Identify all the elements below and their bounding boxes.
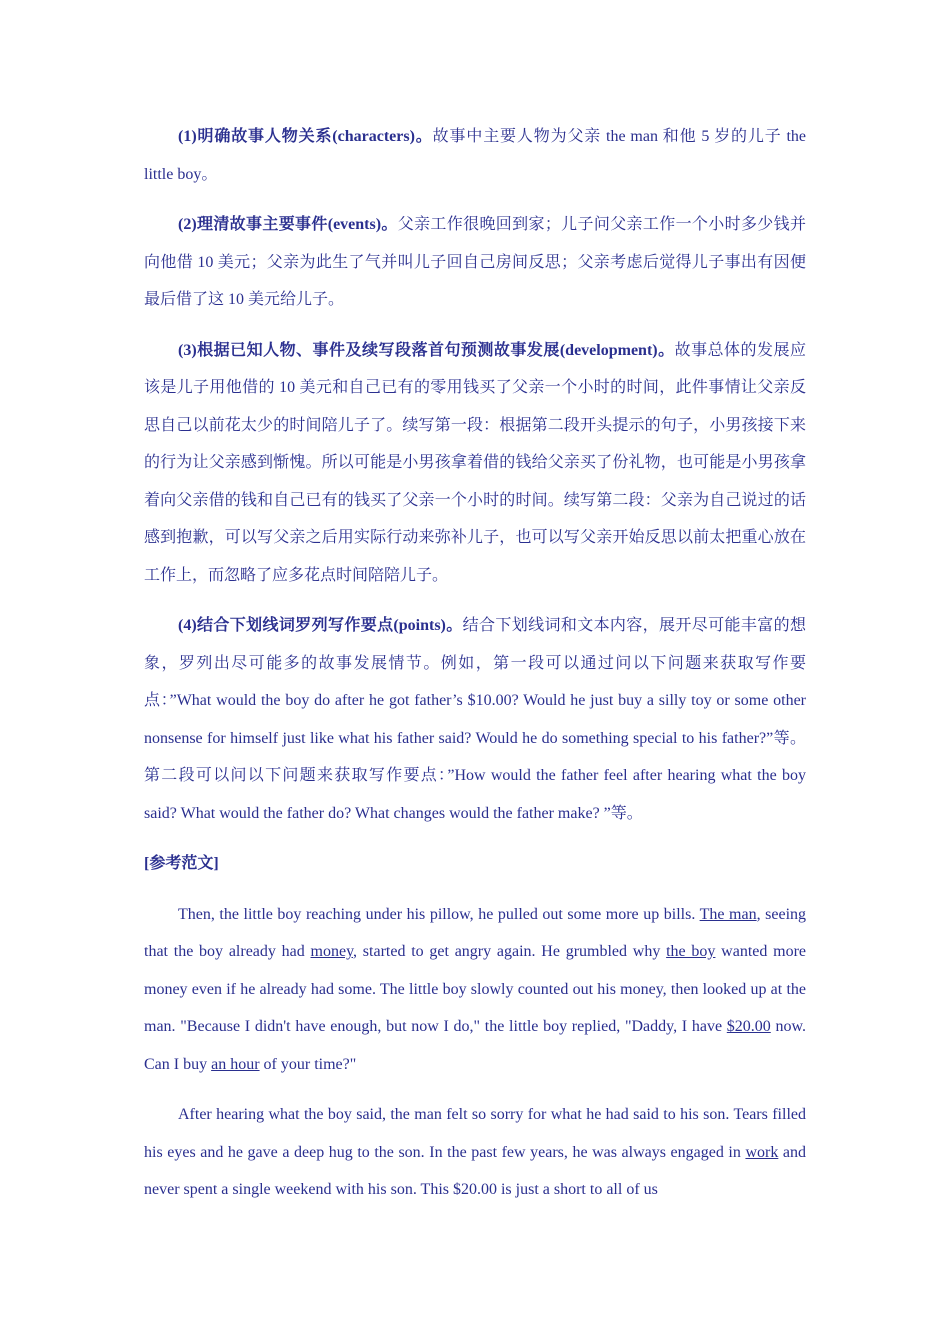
- underlined-word: the boy: [666, 943, 716, 960]
- point-3: [144, 332, 806, 595]
- point-3-text: 故事总体的发展应该是儿子用他借的 10 美元和自己已有的零用钱买了父亲一个小时的时间，此件事情让父亲反思自己以前花太少的时间陪儿子了。续写第一段：根据第二段开头提示的句子，小男孩接下来的行为让父亲感到惭愧。所以可能是小男孩拿着借的钱给父亲买了份礼物，也可能是小男孩拿着向父亲借的钱和自己已有的钱买了父亲一个小时的时间。续写第二段：父亲为自己说过的话感到抱歉，可以写父亲之后用实际行动来弥补儿子，也可以写父亲开始反思以前太把重心放在工作上，而忽略了应多花点时间陪陪儿子。: [144, 341, 806, 584]
- document-page: [144, 118, 806, 1222]
- sample-heading: [参考范文]: [144, 855, 219, 872]
- underlined-word: The man: [699, 905, 757, 923]
- sample-paragraph-1: Then, the little boy reaching under his pillow, he pulled out some more up bills. The man, seeing that the boy already had money, started to get angry again. He grumbled why the boy wanted more money even if he already had some. The little boy slowly counted out his money, then looked up at the man. "Because I didn't have enough, but now I do," the little boy replied, "Daddy, I have $20.00 now. Can I buy an hour of your time?": [144, 905, 807, 1073]
- point-4-heading: (4)结合下划线词罗列写作要点(points)。: [178, 617, 463, 634]
- underlined-word: an hour: [211, 1055, 260, 1073]
- point-3-heading: (3)根据已知人物、事件及续写段落首句预测故事发展(development)。: [178, 341, 675, 359]
- point-2-text: 父亲工作很晚回到家；儿子问父亲工作一个小时多少钱并向他借 10 美元；父亲为此生了气并叫儿子回自己房间反思；父亲考虑后觉得儿子事出有因便最后借了这 10 美元给儿子。: [144, 216, 806, 308]
- sample-paragraph-2: After hearing what the boy said, the man felt so sorry for what he had said to his son. Tears filled his eyes and he gave a deep hug to the son. In the past few years, he was always engaged in work and never spent a single weekend with his son. This $20.00 is just a short to all of us: [144, 1106, 806, 1198]
- point-4-text: 结合下划线词和文本内容，展开尽可能丰富的想象，罗列出尽可能多的故事发展情节。例如，第一段可以通过问以下问题来获取写作要点：”What would the boy do after he got father’s $10.00? Would he just buy a silly toy or some other nonsense for himself just like what his father said? Would he do something special to his father?”等。第二段可以问以下问题来获取写作要点：”How would the father feel after hearing what the boy said? What would the father do? What changes would the father make? ”等。: [144, 617, 806, 822]
- point-1-text: 故事中主要人物为父亲 the man 和他 5 岁的儿子 the little boy。: [144, 128, 806, 183]
- point-2-heading: (2)理清故事主要事件(events)。: [178, 216, 398, 233]
- point-2: [144, 206, 806, 319]
- underlined-word: $20.00: [726, 1018, 771, 1035]
- point-1-heading: (1)明确故事人物关系(characters)。: [178, 128, 433, 145]
- underlined-word: money: [310, 943, 354, 960]
- point-4: [144, 607, 806, 832]
- point-1: [144, 118, 806, 193]
- underlined-word: work: [745, 1143, 779, 1161]
